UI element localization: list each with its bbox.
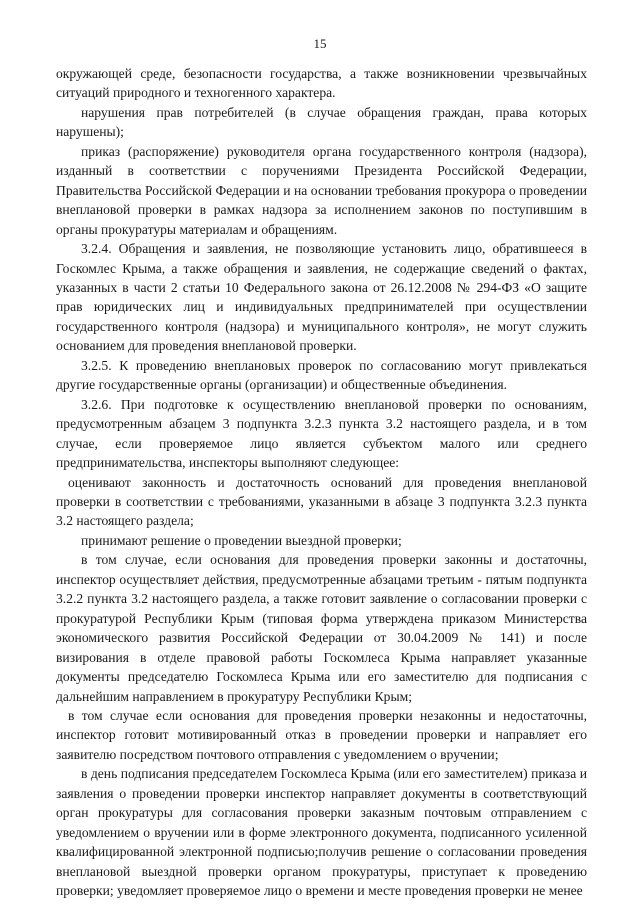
paragraph-3-2-6: 3.2.6. При подготовке к осуществлению внеплановой проверки по основаниям, предусмотренным абзацем 3 подпункта 3.2.3 пункта 3.2 настоящего раздела, и в том случае, если проверяемое лицо является субъектом малого или среднего предпринимательства, инспекторы выполняют следующее: (56, 396, 587, 471)
paragraph-consumer-rights: нарушения прав потребителей (в случае обращения граждан, права которых нарушены); (56, 104, 587, 140)
paragraph-3-2-5: 3.2.5. К проведению внеплановых проверок по согласованию могут привлекаться другие государственные органы (организации) и общественные объединения. (56, 357, 587, 393)
paragraph-signing-day: в день подписания председателем Госкомлеса Крыма (или его заместителем) приказа и заявления о проведении проверки инспектор направляет документы в соответствующий орган прокуратуры для согласования проверки заказным почтовым отправлением с уведомлением о вручении или в форме электронного документа, подписанного усиленной квалифицированной электронной подписью;получив решение о согласовании проведения внеплановой выездной проверки органом прокуратуры, приступает к проведению проверки; уведомляет проверяемое лицо о времени и месте проведения проверки не менее (56, 766, 587, 899)
paragraph-continuation: окружающей среде, безопасности государства, а также возникновении чрезвычайных ситуаций природного и техногенного характера. (56, 66, 587, 101)
paragraph-lawful-case: в том случае, если основания для проведения проверки законны и достаточны, инспектор осуществляет действия, предусмотренные абзацами третьим - пятым подпункта 3.2.2 пункта 3.2 настоящего раздела, а также готовит заявление о согласовании проверки с прокуратурой Республики Крым (типовая форма утверждена приказом Министерства экономического развития Российской Федерации от 30.04.2009 № 141) и после визирования в отделе правовой работы Госкомлеса Крыма направляет указанные документы председателю Госкомлеса Крыма или его заместителю для подписания с дальнейшим направлением в прокуратуру Республики Крым; (56, 552, 587, 704)
document-body (56, 64, 587, 900)
paragraph-evaluate: оценивают законность и достаточность оснований для проведения внеплановой проверки в соответствии с требованиями, указанными в абзаце 3 подпункта 3.2.3 пункта 3.2 настоящего раздела; (56, 474, 587, 529)
paragraph-order: приказ (распоряжение) руководителя органа государственного контроля (надзора), изданный в соответствии с поручениями Президента Российской Федерации, Правительства Российской Федерации и на основании требования прокурора о проведении внеплановой проверки в рамках надзора за исполнением законов по поступившим в органы прокуратуры материалам и обращениям. (56, 143, 587, 237)
paragraph-unlawful-case: в том случае если основания для проведения проверки незаконны и недостаточны, инспектор готовит мотивированный отказ в проведении проверки и направляет его заявителю посредством почтового отправления с уведомлением о вручении; (56, 707, 587, 762)
page-number: 15 (313, 36, 327, 51)
paragraph-3-2-4: 3.2.4. Обращения и заявления, не позволяющие установить лицо, обратившееся в Госкомлес Крыма, а также обращения и заявления, не содержащие сведений о фактах, указанных в части 2 статьи 10 Федерального закона от 26.12.2008 № 294-ФЗ «О защите прав юридических лиц и индивидуальных предпринимателей при осуществлении государственного контроля (надзора) и муниципального контроля», не могут служить основанием для проведения внеплановой проверки. (56, 241, 587, 354)
paragraph-decision: принимают решение о проведении выездной проверки; (81, 532, 402, 548)
